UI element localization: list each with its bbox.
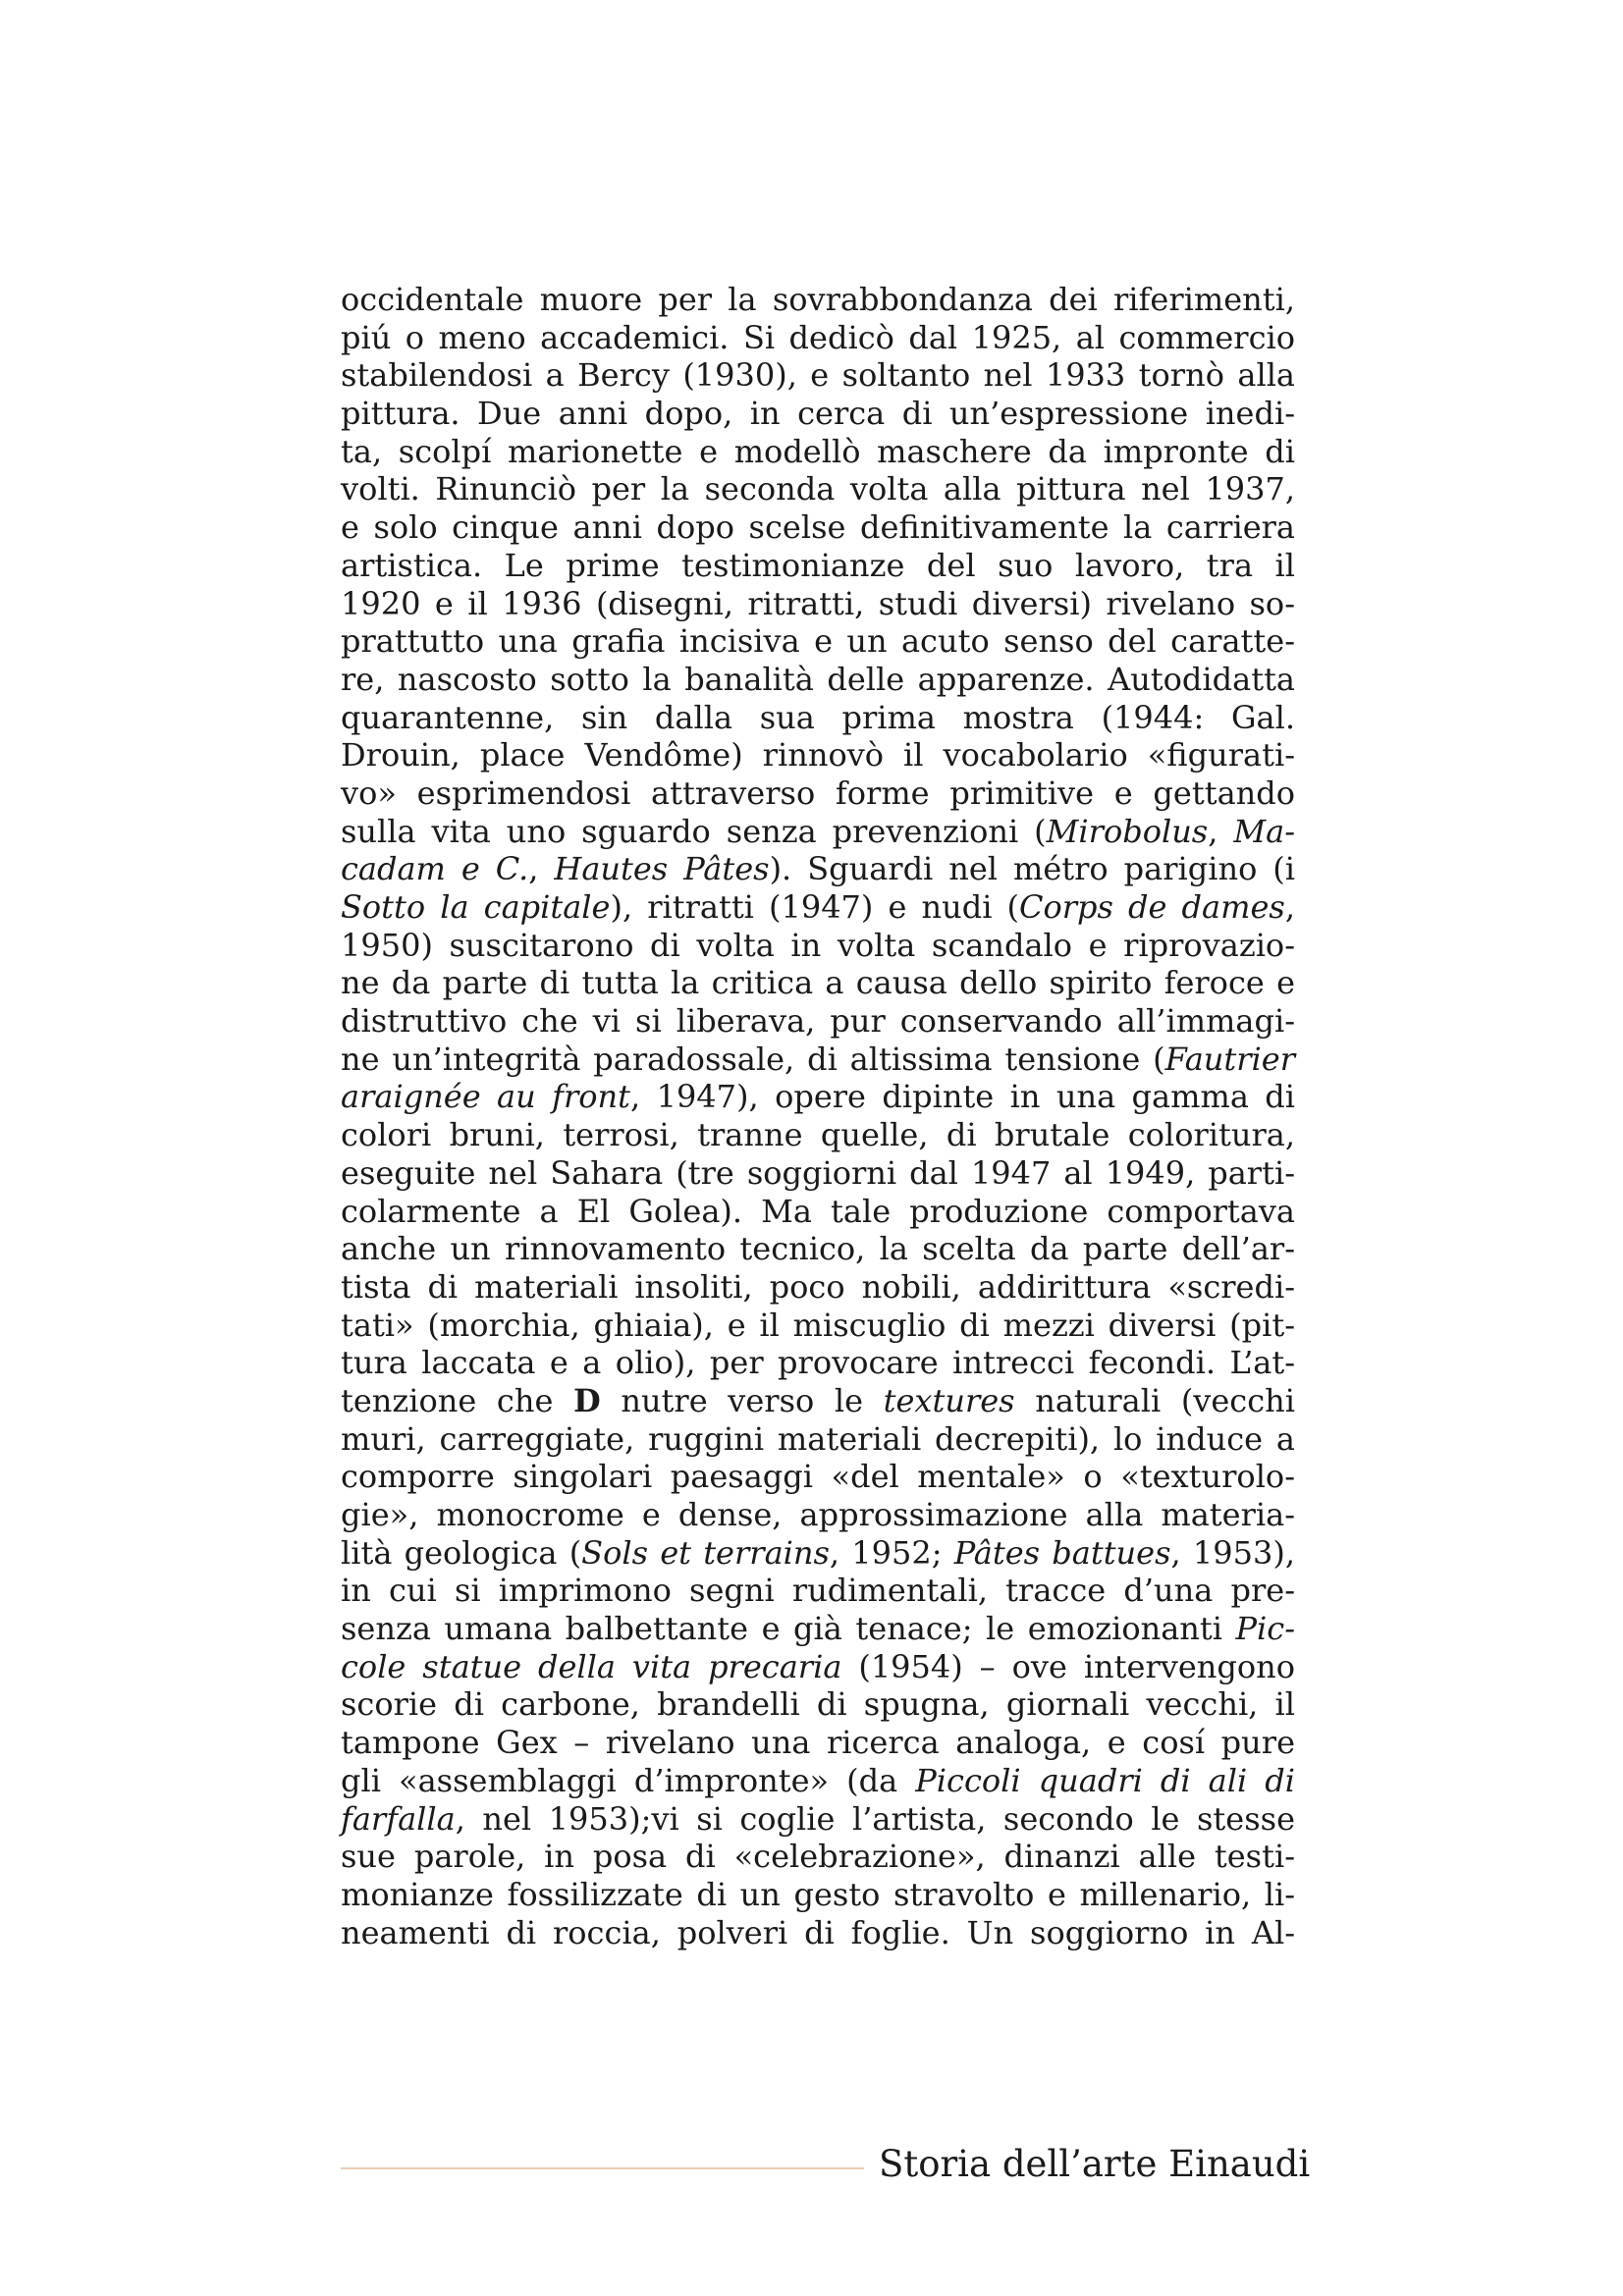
text-line bbox=[341, 813, 1295, 851]
italic-text: Pic- bbox=[1235, 1610, 1295, 1648]
text-line bbox=[341, 622, 1295, 661]
text-line bbox=[341, 1572, 1295, 1610]
text-segment: re, nascosto sotto la banalità delle apparenze. Autodidatta bbox=[341, 660, 1295, 698]
text-segment: 1950) suscitarono di volta in volta scandalo e riprovazio- bbox=[341, 926, 1295, 964]
text-segment: vo» esprimendosi attraverso forme primitive e gettando bbox=[341, 774, 1295, 812]
bold-text: D bbox=[572, 1381, 601, 1419]
text-line bbox=[341, 1344, 1295, 1382]
text-line bbox=[341, 1762, 1295, 1800]
text-line bbox=[341, 661, 1295, 699]
text-segment: , bbox=[528, 850, 555, 888]
text-segment: ta, scolpí marionette e modellò maschere da impronte di bbox=[341, 432, 1295, 470]
text-segment: anche un rinnovamento tecnico, la scelta da parte dell’ar- bbox=[341, 1230, 1295, 1268]
text-segment: ), ritratti (1947) e nudi ( bbox=[610, 888, 1020, 926]
text-line bbox=[341, 433, 1295, 471]
text-line bbox=[341, 547, 1295, 585]
text-line bbox=[341, 1496, 1295, 1534]
text-segment: pittura. Due anni dopo, in cerca di un’espressione inedi- bbox=[341, 395, 1295, 433]
text-segment: tati» (morchia, ghiaia), e il miscuglio di mezzi diversi (pit- bbox=[341, 1306, 1295, 1344]
italic-text: Mirobolus bbox=[1046, 812, 1209, 850]
text-segment: distruttivo che vi si liberava, pur conservando all’immagi- bbox=[341, 1002, 1295, 1041]
text-segment: tura laccata e a olio), per provocare intrecci fecondi. L’at- bbox=[341, 1344, 1295, 1382]
body-text bbox=[341, 281, 1295, 1951]
text-segment: ne un’integrità paradossale, di altissima tensione ( bbox=[341, 1040, 1165, 1078]
text-segment: sulla vita uno sguardo senza prevenzioni ( bbox=[341, 812, 1047, 850]
text-segment: naturali (vecchi bbox=[1014, 1381, 1295, 1419]
text-line bbox=[341, 508, 1295, 547]
italic-text: farfalla bbox=[341, 1799, 456, 1838]
text-segment: sue parole, in posa di «celebrazione», dinanzi alle testi- bbox=[341, 1838, 1295, 1876]
text-line bbox=[341, 1002, 1295, 1041]
text-line bbox=[341, 395, 1295, 433]
text-segment: , 1947), opere dipinte in una gamma di bbox=[630, 1078, 1296, 1116]
text-segment: (1954) – ove intervengono bbox=[841, 1647, 1296, 1685]
text-line bbox=[341, 585, 1295, 623]
italic-text: Corps de dames bbox=[1019, 888, 1285, 926]
text-line bbox=[341, 1116, 1295, 1154]
text-segment: artistica. Le prime testimonianze del suo lavoro, tra il bbox=[341, 546, 1295, 584]
text-line bbox=[341, 699, 1295, 737]
text-segment: stabilendosi a Bercy (1930), e soltanto nel 1933 tornò alla bbox=[341, 356, 1295, 395]
text-segment: tenzione che bbox=[341, 1381, 573, 1419]
text-line bbox=[341, 1230, 1295, 1268]
text-line bbox=[341, 1041, 1295, 1079]
text-line bbox=[341, 1382, 1295, 1420]
text-segment: , bbox=[1208, 812, 1234, 850]
text-line bbox=[341, 1420, 1295, 1459]
text-segment: Drouin, place Vendôme) rinnovò il vocabolario «figurati- bbox=[341, 736, 1295, 774]
text-line bbox=[341, 356, 1295, 395]
italic-text: cadam e C. bbox=[341, 850, 529, 888]
text-line bbox=[341, 281, 1295, 319]
text-line bbox=[341, 1800, 1295, 1839]
text-segment: ). Sguardi nel métro parigino (i bbox=[769, 850, 1296, 888]
text-line bbox=[341, 1876, 1295, 1914]
text-line bbox=[341, 850, 1295, 888]
text-line bbox=[341, 1268, 1295, 1307]
text-segment: comporre singolari paesaggi «del mentale» o «texturolo- bbox=[341, 1458, 1295, 1496]
text-segment: eseguite nel Sahara (tre soggiorni dal 1947 al 1949, parti- bbox=[341, 1153, 1295, 1192]
text-line bbox=[341, 1534, 1295, 1573]
text-line bbox=[341, 1307, 1295, 1345]
footer-rule bbox=[341, 2167, 864, 2169]
text-segment: colori bruni, terrosi, tranne quelle, di brutale coloritura, bbox=[341, 1116, 1295, 1154]
text-line bbox=[341, 470, 1295, 508]
text-segment: piú o meno accademici. Si dedicò dal 1925, al commercio bbox=[341, 318, 1295, 356]
text-line bbox=[341, 1914, 1295, 1952]
text-segment: senza umana balbettante e già tenace; le emozionanti bbox=[341, 1610, 1236, 1648]
text-segment: neamenti di roccia, polveri di foglie. Un soggiorno in Al- bbox=[341, 1913, 1295, 1951]
italic-text: Piccoli quadri di ali di bbox=[915, 1761, 1295, 1799]
text-segment: nutre verso le bbox=[600, 1381, 884, 1419]
text-segment: ne da parte di tutta la critica a causa dello spirito feroce e bbox=[341, 964, 1295, 1002]
text-line bbox=[341, 1458, 1295, 1496]
text-segment: tista di materiali insoliti, poco nobili, addirittura «scredi- bbox=[341, 1267, 1295, 1306]
text-segment: volti. Rinunciò per la seconda volta alla pittura nel 1937, bbox=[341, 470, 1295, 508]
italic-text: cole statue della vita precaria bbox=[341, 1647, 842, 1685]
text-line bbox=[341, 1154, 1295, 1193]
italic-text: Sols et terrains bbox=[581, 1533, 830, 1572]
text-segment: lità geologica ( bbox=[341, 1533, 582, 1572]
text-line bbox=[341, 888, 1295, 927]
text-line bbox=[341, 964, 1295, 1002]
text-segment: quarantenne, sin dalla sua prima mostra (1944: Gal. bbox=[341, 698, 1295, 736]
text-segment: prattutto una grafia incisiva e un acuto senso del caratte- bbox=[341, 622, 1295, 661]
italic-text: Hautes Pâtes bbox=[554, 850, 770, 888]
text-segment: , 1952; bbox=[829, 1533, 954, 1572]
text-segment: e solo cinque anni dopo scelse definitivamente la carriera bbox=[341, 508, 1295, 547]
text-segment: 1920 e il 1936 (disegni, ritratti, studi diversi) rivelano so- bbox=[341, 584, 1295, 622]
text-segment: in cui si imprimono segni rudimentali, tracce d’una pre- bbox=[341, 1572, 1295, 1610]
text-segment: monianze fossilizzate di un gesto stravolto e millenario, li- bbox=[341, 1875, 1295, 1913]
text-line bbox=[341, 736, 1295, 774]
text-segment: colarmente a El Golea). Ma tale produzione comportava bbox=[341, 1192, 1295, 1230]
text-line bbox=[341, 927, 1295, 965]
text-segment: muri, carreggiate, ruggini materiali decrepiti), lo induce a bbox=[341, 1419, 1295, 1458]
text-segment: gli «assemblaggi d’impronte» (da bbox=[341, 1761, 916, 1799]
text-line bbox=[341, 1610, 1295, 1648]
text-line bbox=[341, 1838, 1295, 1876]
italic-text: Fautrier bbox=[1164, 1040, 1295, 1078]
text-line bbox=[341, 319, 1295, 357]
italic-text: textures bbox=[883, 1381, 1015, 1419]
text-segment: occidentale muore per la sovrabbondanza dei riferimenti, bbox=[341, 281, 1295, 318]
text-line bbox=[341, 1685, 1295, 1724]
text-segment: , bbox=[1284, 888, 1295, 926]
italic-text: Sotto la capitale bbox=[341, 888, 611, 926]
text-segment: gie», monocrome e dense, approssimazione alla materia- bbox=[341, 1496, 1295, 1533]
italic-text: Ma- bbox=[1233, 812, 1296, 850]
text-line bbox=[341, 1724, 1295, 1762]
text-segment: , nel 1953);vi si coglie l’artista, secondo le stesse bbox=[455, 1799, 1295, 1838]
text-line bbox=[341, 1078, 1295, 1116]
text-line bbox=[341, 1648, 1295, 1686]
text-segment: tampone Gex – rivelano una ricerca analoga, e cosí pure bbox=[341, 1724, 1295, 1762]
text-segment: , 1953), bbox=[1170, 1533, 1295, 1572]
text-line bbox=[341, 1193, 1295, 1231]
text-line bbox=[341, 774, 1295, 813]
italic-text: Pâtes battues bbox=[953, 1533, 1171, 1572]
italic-text: araignée au front bbox=[341, 1078, 631, 1116]
footer-label: Storia dell’arte Einaudi bbox=[879, 2143, 1311, 2185]
text-segment: scorie di carbone, brandelli di spugna, giornali vecchi, il bbox=[341, 1685, 1295, 1724]
